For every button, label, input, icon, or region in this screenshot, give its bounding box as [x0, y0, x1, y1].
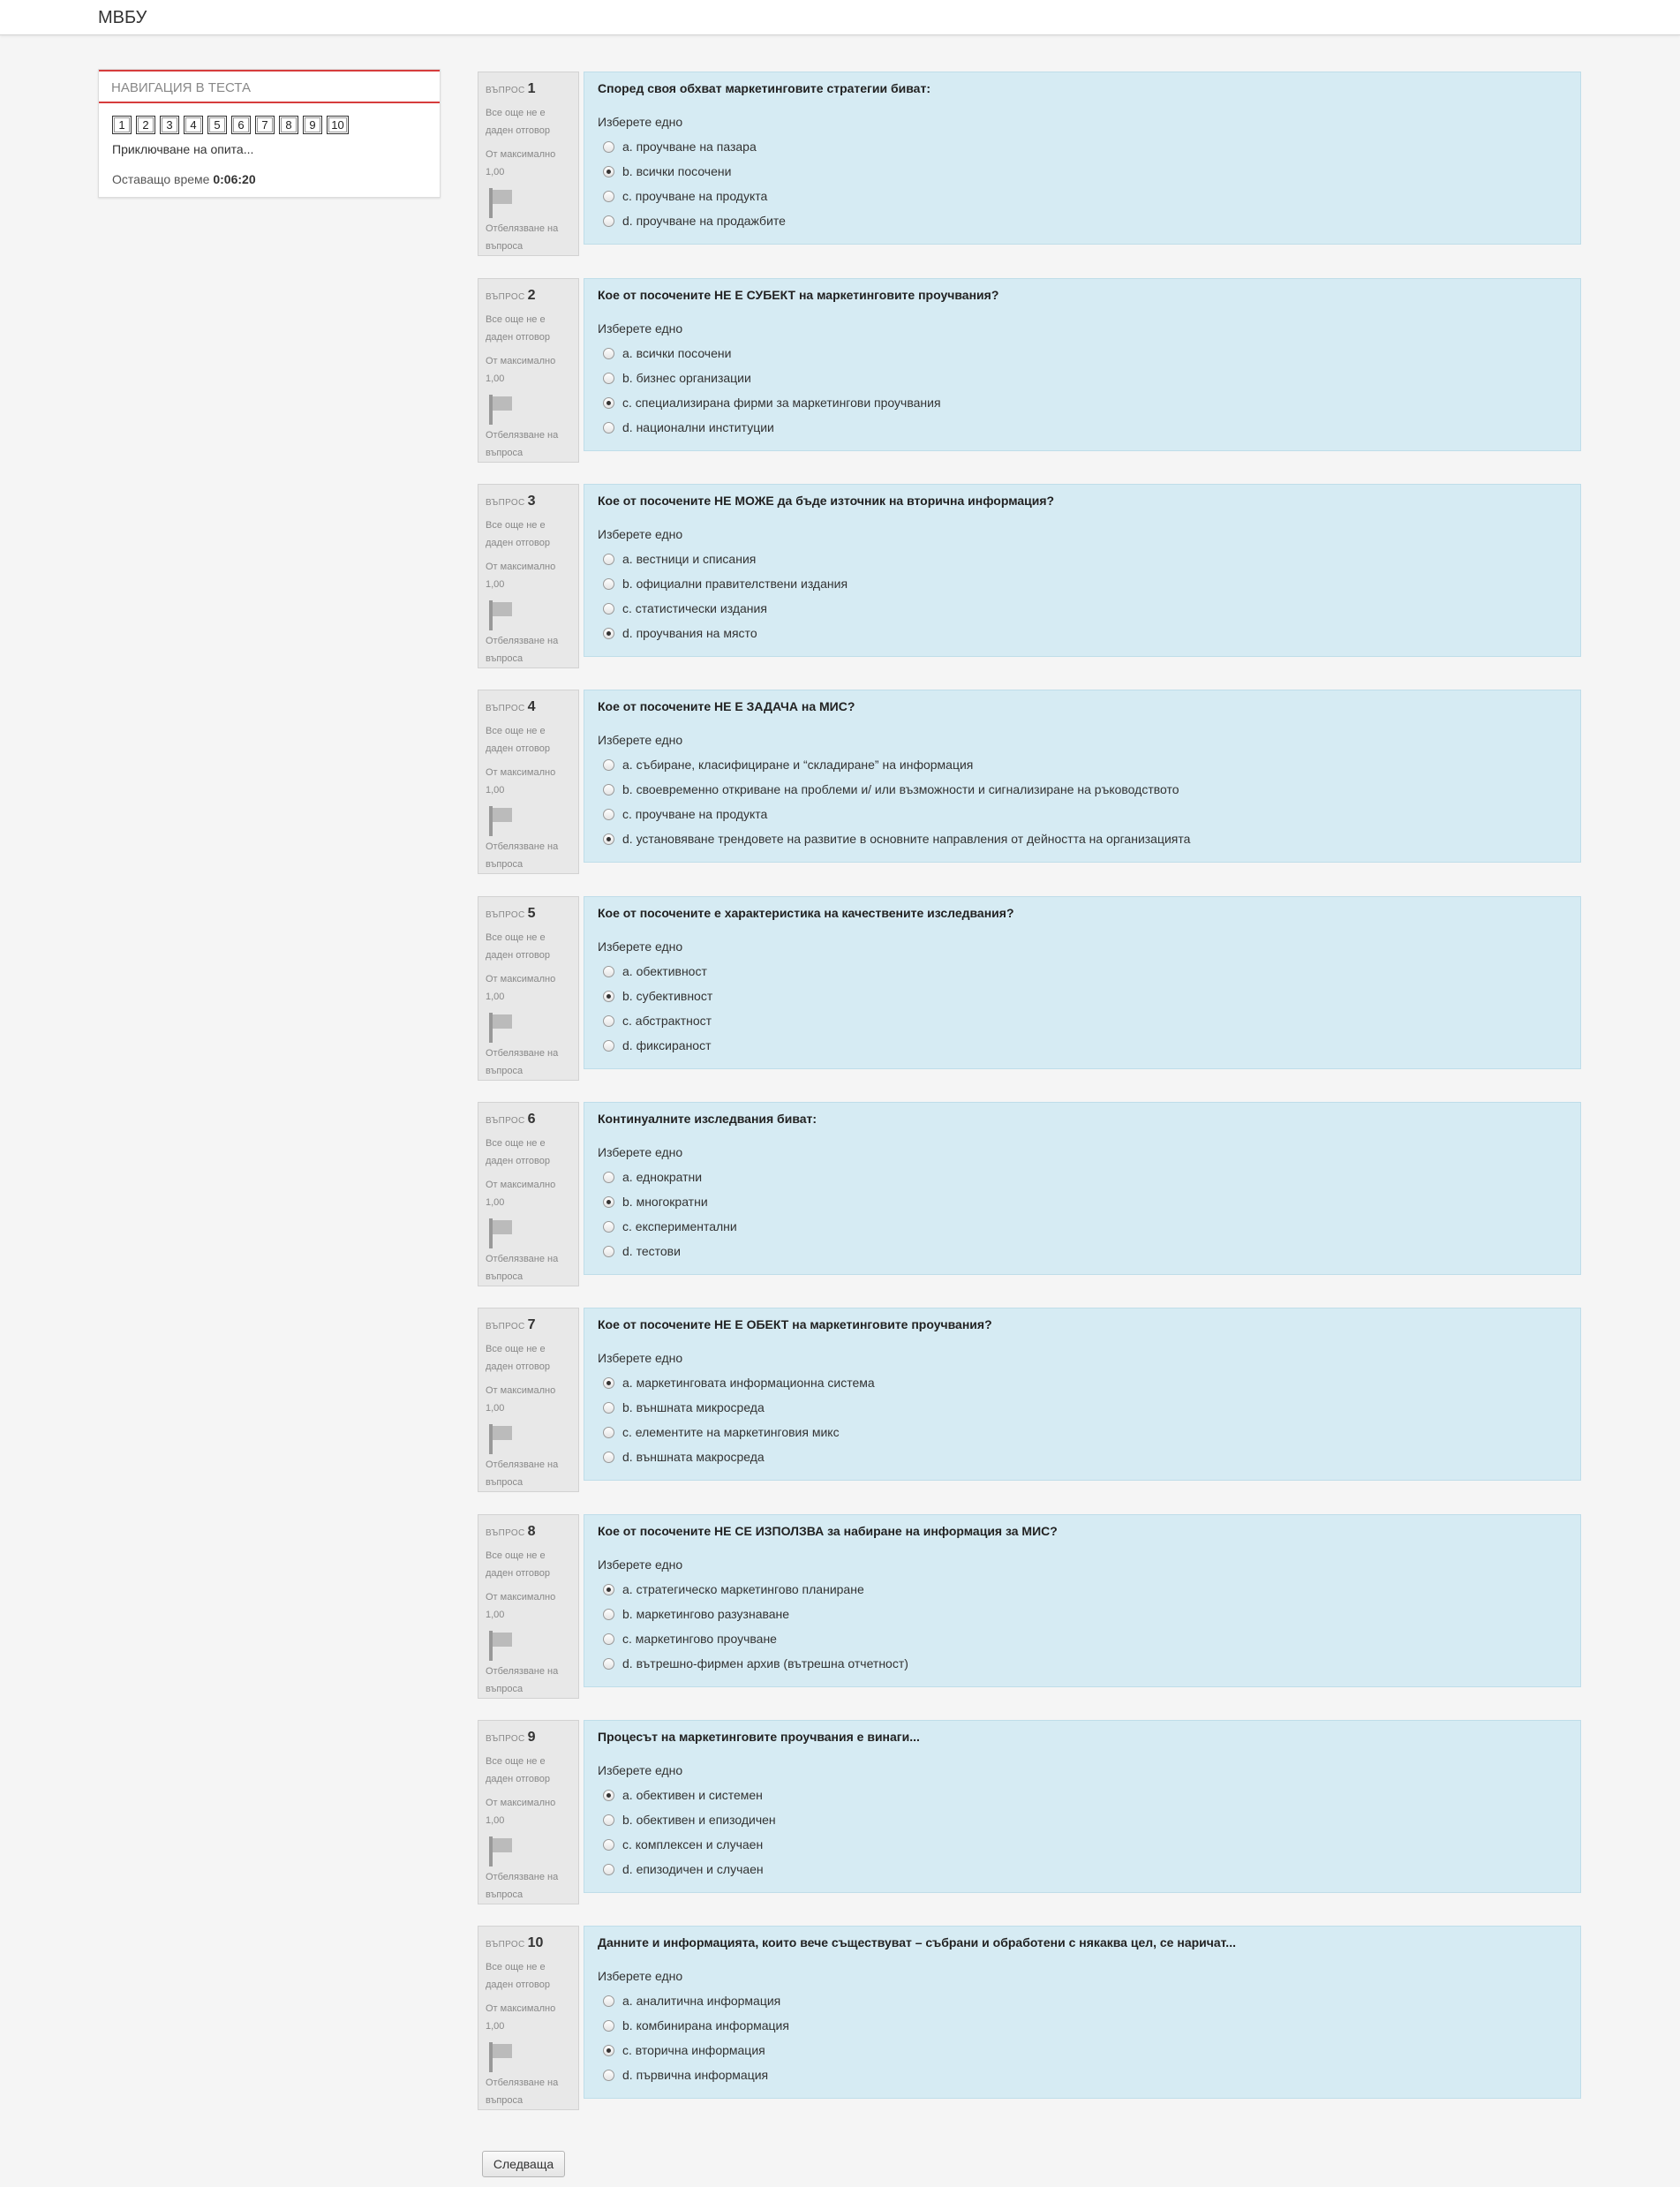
answer-option-label[interactable]: c. комплексен и случаен: [622, 1837, 764, 1851]
answer-option[interactable]: [598, 1214, 1567, 1239]
answer-option[interactable]: [598, 2013, 1567, 2038]
question-status: Все още не е даден отговор: [486, 520, 550, 548]
question-text: Кое от посочените НЕ Е СУБЕКТ на маркетинговите проучвания?: [598, 288, 999, 302]
finish-attempt-link[interactable]: Приключване на опита...: [112, 142, 254, 156]
question-max-grade: От максимално 1,00: [486, 767, 556, 796]
question-content: [584, 1720, 1581, 1893]
answer-option-label[interactable]: b. всички посочени: [622, 164, 732, 178]
time-left-label: Оставащо време: [112, 172, 210, 186]
site-brand[interactable]: МВБУ: [98, 8, 147, 27]
answer-option[interactable]: [598, 208, 1567, 233]
question-info: [478, 72, 579, 256]
answer-option[interactable]: [598, 959, 1567, 984]
answer-option-label[interactable]: a. стратегическо маркетингово планиране: [622, 1582, 864, 1596]
answer-option[interactable]: [598, 2063, 1567, 2087]
question-status: Все още не е даден отговор: [486, 1344, 550, 1372]
flag-question-label[interactable]: Отбелязване на въпроса: [486, 1872, 559, 1900]
time-left-value: 0:06:20: [213, 172, 256, 186]
radio-button[interactable]: [603, 2020, 614, 2032]
flag-icon[interactable]: [487, 395, 514, 425]
question-number-value: 6: [527, 1112, 536, 1127]
question-status: Все още не е даден отговор: [486, 932, 550, 961]
answer-prompt: Изберете едно: [598, 1351, 683, 1365]
question-number-value: 9: [527, 1730, 536, 1745]
question-max-grade: От максимално 1,00: [486, 2003, 556, 2032]
answer-prompt: Изберете едно: [598, 115, 683, 129]
question-max-grade: От максимално 1,00: [486, 1385, 556, 1414]
answer-option-label[interactable]: b. многократни: [622, 1195, 708, 1209]
nav-question-1[interactable]: 1: [112, 116, 132, 134]
question-info: [478, 1720, 579, 1904]
answer-option-label[interactable]: d. тестови: [622, 1244, 681, 1258]
question-content: [584, 1308, 1581, 1481]
answer-option-label[interactable]: b. бизнес организации: [622, 371, 751, 385]
question-number: [486, 1111, 571, 1130]
answer-option-label[interactable]: c. статистически издания: [622, 601, 767, 615]
top-navbar: [0, 0, 1680, 35]
question-number-value: 5: [527, 906, 536, 921]
answer-option-label[interactable]: a. обективност: [622, 964, 707, 978]
question-label: ВЪПРОС: [486, 1322, 525, 1331]
question-max-grade: От максимално 1,00: [486, 1592, 556, 1620]
question-info: [478, 484, 579, 668]
nav-question-7[interactable]: 7: [255, 116, 275, 134]
answer-prompt: Изберете едно: [598, 527, 683, 541]
answer-option[interactable]: [598, 1602, 1567, 1626]
question-number-value: 10: [527, 1935, 544, 1950]
answer-option[interactable]: [598, 1008, 1567, 1033]
answer-option[interactable]: [598, 1783, 1567, 1807]
question-text: Кое от посочените НЕ СЕ ИЗПОЛЗВА за набиране на информация за МИС?: [598, 1524, 1058, 1538]
question-content: [584, 1102, 1581, 1275]
answer-option-label[interactable]: a. обективен и системен: [622, 1788, 763, 1802]
radio-button[interactable]: [603, 628, 614, 639]
answer-option[interactable]: [598, 826, 1567, 851]
answer-option-label[interactable]: a. аналитична информация: [622, 1994, 781, 2008]
answer-option-label[interactable]: a. еднократни: [622, 1170, 703, 1184]
answer-option[interactable]: [598, 415, 1567, 440]
question-label: ВЪПРОС: [486, 1116, 525, 1126]
answer-option-label[interactable]: d. фиксираност: [622, 1038, 712, 1052]
question-info: [478, 1926, 579, 2110]
answer-option[interactable]: [598, 1651, 1567, 1676]
nav-question-10[interactable]: 10: [327, 116, 349, 134]
question-text: Според своя обхват маркетинговите стратегии биват:: [598, 81, 930, 95]
answer-option[interactable]: [598, 777, 1567, 802]
answer-option-label[interactable]: a. събиране, класифициране и “складиране” на информация: [622, 758, 974, 772]
nav-question-4[interactable]: 4: [184, 116, 203, 134]
answer-option[interactable]: [598, 390, 1567, 415]
answer-option-label[interactable]: d. епизодичен и случаен: [622, 1862, 764, 1876]
answer-option[interactable]: [598, 547, 1567, 571]
answer-option[interactable]: [598, 621, 1567, 645]
answer-option[interactable]: [598, 341, 1567, 366]
radio-button[interactable]: [603, 1864, 614, 1875]
question-number: [486, 80, 571, 100]
question-number-value: 1: [527, 81, 536, 96]
flag-question-label[interactable]: Отбелязване на въпроса: [486, 1048, 559, 1076]
radio-button[interactable]: [603, 1246, 614, 1257]
answer-option[interactable]: [598, 1577, 1567, 1602]
radio-button[interactable]: [603, 1402, 614, 1414]
question-text: Кое от посочените НЕ Е ЗАДАЧА на МИС?: [598, 699, 855, 713]
question-number-value: 8: [527, 1524, 536, 1539]
question-status: Все още не е даден отговор: [486, 314, 550, 343]
radio-button[interactable]: [603, 1633, 614, 1645]
radio-button[interactable]: [603, 1609, 614, 1620]
radio-button[interactable]: [603, 1196, 614, 1208]
answer-option-label[interactable]: b. маркетингово разузнаване: [622, 1607, 790, 1621]
flag-icon[interactable]: [487, 1836, 514, 1866]
radio-button[interactable]: [603, 1015, 614, 1027]
question-info: [478, 278, 579, 463]
radio-button[interactable]: [603, 397, 614, 409]
flag-question-label[interactable]: Отбелязване на въпроса: [486, 1666, 559, 1694]
radio-button[interactable]: [603, 784, 614, 796]
answer-option-label[interactable]: b. комбинирана информация: [622, 2018, 789, 2032]
answer-option-label[interactable]: d. национални институции: [622, 420, 774, 434]
question-text: Данните и информацията, които вече съществуват – събрани и обработени с някаква цел, се наричат...: [598, 1935, 1236, 1949]
answer-option[interactable]: [598, 752, 1567, 777]
question-text: Кое от посочените е характеристика на качествените изследвания?: [598, 906, 1014, 920]
question-label: ВЪПРОС: [486, 1528, 525, 1538]
nav-question-5[interactable]: 5: [207, 116, 227, 134]
nav-question-6[interactable]: 6: [231, 116, 251, 134]
answer-option[interactable]: [598, 802, 1567, 826]
radio-button[interactable]: [603, 1790, 614, 1801]
radio-button[interactable]: [603, 2070, 614, 2081]
answer-option[interactable]: [598, 1370, 1567, 1395]
answer-option[interactable]: [598, 366, 1567, 390]
answer-prompt: Изберете едно: [598, 733, 683, 747]
question-label: ВЪПРОС: [486, 292, 525, 302]
question-max-grade: От максимално 1,00: [486, 1798, 556, 1826]
answer-option-label[interactable]: d. първична информация: [622, 2068, 769, 2082]
answer-prompt: Изберете едно: [598, 1763, 683, 1777]
question-info: [478, 690, 579, 874]
question-content: [584, 72, 1581, 245]
answer-option[interactable]: [598, 1807, 1567, 1832]
answer-option-label[interactable]: d. проучване на продажбите: [622, 214, 786, 228]
answer-option-label[interactable]: c. проучване на продукта: [622, 807, 768, 821]
answer-option-label[interactable]: c. вторична информация: [622, 2043, 765, 2057]
question-number: [486, 1316, 571, 1336]
answer-option[interactable]: [598, 1420, 1567, 1444]
quiz-navigation-block: [98, 69, 441, 198]
radio-button[interactable]: [603, 1814, 614, 1826]
question-label: ВЪПРОС: [486, 1734, 525, 1744]
question-status: Все още не е даден отговор: [486, 1756, 550, 1784]
nav-question-3[interactable]: 3: [160, 116, 179, 134]
nav-question-2[interactable]: 2: [136, 116, 155, 134]
quiz-navigation-title: НАВИГАЦИЯ В ТЕСТА: [99, 70, 440, 103]
answer-option[interactable]: [598, 984, 1567, 1008]
answer-prompt: Изберете едно: [598, 939, 683, 954]
flag-icon[interactable]: [487, 806, 514, 836]
answer-option[interactable]: [598, 1033, 1567, 1058]
flag-question-label[interactable]: Отбелязване на въпроса: [486, 430, 559, 458]
answer-prompt: Изберете едно: [598, 1557, 683, 1572]
radio-button[interactable]: [603, 1172, 614, 1183]
answer-option-label[interactable]: c. проучване на продукта: [622, 189, 768, 203]
flag-icon[interactable]: [487, 188, 514, 218]
answer-option-label[interactable]: a. всички посочени: [622, 346, 732, 360]
question-status: Все още не е даден отговор: [486, 726, 550, 754]
answer-option-label[interactable]: a. маркетинговата информационна система: [622, 1376, 875, 1390]
question-max-grade: От максимално 1,00: [486, 149, 556, 177]
question-content: [584, 278, 1581, 451]
answer-option[interactable]: [598, 1189, 1567, 1214]
answer-option-label[interactable]: d. проучвания на място: [622, 626, 757, 640]
question-label: ВЪПРОС: [486, 704, 525, 713]
answer-option-label[interactable]: c. елементите на маркетинговия микс: [622, 1425, 840, 1439]
question-info: [478, 1308, 579, 1492]
answer-prompt: Изберете едно: [598, 1969, 683, 1983]
question-number: [486, 1523, 571, 1542]
flag-question-label[interactable]: Отбелязване на въпроса: [486, 2078, 559, 2106]
question-max-grade: От максимално 1,00: [486, 356, 556, 384]
nav-question-8[interactable]: 8: [279, 116, 298, 134]
flag-question-label[interactable]: Отбелязване на въпроса: [486, 1459, 559, 1488]
flag-question-label[interactable]: Отбелязване на въпроса: [486, 636, 559, 664]
radio-button[interactable]: [603, 1377, 614, 1389]
radio-button[interactable]: [603, 215, 614, 227]
answer-option-label[interactable]: b. официални правителствени издания: [622, 577, 848, 591]
answer-option-label[interactable]: c. специализирана фирми за маркетингови проучвания: [622, 396, 941, 410]
answer-option-label[interactable]: c. експериментални: [622, 1219, 737, 1233]
radio-button[interactable]: [603, 809, 614, 820]
answer-option-label[interactable]: a. вестници и списания: [622, 552, 757, 566]
question-content: [584, 1514, 1581, 1687]
radio-button[interactable]: [603, 603, 614, 615]
question-max-grade: От максимално 1,00: [486, 562, 556, 590]
question-info: [478, 1102, 579, 1286]
question-number: [486, 493, 571, 512]
answer-option-label[interactable]: d. външната макросреда: [622, 1450, 765, 1464]
answer-option-label[interactable]: b. своевременно откриване на проблеми и/ или възможности и сигнализиране на ръководството: [622, 782, 1179, 796]
flag-question-label[interactable]: Отбелязване на въпроса: [486, 1254, 559, 1282]
question-max-grade: От максимално 1,00: [486, 1180, 556, 1208]
answer-option[interactable]: [598, 1988, 1567, 2013]
answer-option[interactable]: [598, 1239, 1567, 1263]
flag-icon[interactable]: [487, 600, 514, 630]
radio-button[interactable]: [603, 141, 614, 153]
question-number-value: 2: [527, 288, 536, 303]
flag-icon[interactable]: [487, 2042, 514, 2072]
question-number: [486, 698, 571, 718]
radio-button[interactable]: [603, 1658, 614, 1670]
flag-icon[interactable]: [487, 1218, 514, 1248]
question-status: Все още не е даден отговор: [486, 1962, 550, 1990]
answer-prompt: Изберете едно: [598, 1145, 683, 1159]
radio-button[interactable]: [603, 166, 614, 177]
answer-option-label[interactable]: d. вътрешно-фирмен архив (вътрешна отчетност): [622, 1656, 908, 1670]
answer-option[interactable]: [598, 184, 1567, 208]
radio-button[interactable]: [603, 1839, 614, 1851]
question-label: ВЪПРОС: [486, 86, 525, 95]
radio-button[interactable]: [603, 348, 614, 359]
nav-question-9[interactable]: 9: [303, 116, 322, 134]
answer-option-label[interactable]: d. установяване трендовете на развитие в основните направления от дейността на организацията: [622, 832, 1191, 846]
radio-button[interactable]: [603, 833, 614, 845]
question-number: [486, 287, 571, 306]
question-text: Кое от посочените НЕ Е ОБЕКТ на маркетинговите проучвания?: [598, 1317, 992, 1331]
question-info: [478, 896, 579, 1081]
answer-option[interactable]: [598, 134, 1567, 159]
time-left: [112, 172, 256, 186]
answer-option-label[interactable]: c. абстрактност: [622, 1014, 712, 1028]
question-nav-buttons: [112, 116, 353, 134]
question-max-grade: От максимално 1,00: [486, 974, 556, 1002]
answer-option-label[interactable]: c. маркетингово проучване: [622, 1632, 777, 1646]
question-number: [486, 905, 571, 924]
answer-option[interactable]: [598, 596, 1567, 621]
radio-button[interactable]: [603, 578, 614, 590]
answer-option[interactable]: [598, 1395, 1567, 1420]
question-number-value: 3: [527, 494, 536, 509]
question-text: Континуалните изследвания биват:: [598, 1112, 817, 1126]
answer-option[interactable]: [598, 159, 1567, 184]
question-status: Все още не е даден отговор: [486, 108, 550, 136]
question-content: [584, 896, 1581, 1069]
radio-button[interactable]: [603, 554, 614, 565]
flag-icon[interactable]: [487, 1631, 514, 1661]
radio-button[interactable]: [603, 2045, 614, 2056]
radio-button[interactable]: [603, 991, 614, 1002]
flag-question-label[interactable]: Отбелязване на въпроса: [486, 223, 559, 252]
radio-button[interactable]: [603, 1427, 614, 1438]
question-number-value: 4: [527, 699, 536, 714]
flag-question-label[interactable]: Отбелязване на въпроса: [486, 841, 559, 870]
radio-button[interactable]: [603, 191, 614, 202]
question-number: [486, 1934, 571, 1954]
question-number: [486, 1729, 571, 1748]
flag-icon[interactable]: [487, 1013, 514, 1043]
answer-option[interactable]: [598, 1626, 1567, 1651]
question-number-value: 7: [527, 1317, 536, 1332]
radio-button[interactable]: [603, 1584, 614, 1595]
radio-button[interactable]: [603, 966, 614, 977]
question-info: [478, 1514, 579, 1699]
question-status: Все още не е даден отговор: [486, 1138, 550, 1166]
question-content: [584, 1926, 1581, 2099]
answer-option[interactable]: [598, 1832, 1567, 1857]
question-label: ВЪПРОС: [486, 1940, 525, 1949]
answer-option[interactable]: [598, 2038, 1567, 2063]
radio-button[interactable]: [603, 1452, 614, 1463]
question-content: [584, 484, 1581, 657]
answer-option-label[interactable]: b. външната микросреда: [622, 1400, 765, 1414]
answer-option[interactable]: [598, 1165, 1567, 1189]
answer-option-label[interactable]: a. проучване на пазара: [622, 140, 757, 154]
next-button[interactable]: Следваща: [482, 2151, 565, 2177]
answer-option[interactable]: [598, 1857, 1567, 1882]
question-text: Процесът на маркетинговите проучвания е винаги...: [598, 1730, 920, 1744]
flag-icon[interactable]: [487, 1424, 514, 1454]
question-text: Кое от посочените НЕ МОЖЕ да бъде източник на вторична информация?: [598, 494, 1055, 508]
answer-option-label[interactable]: b. обективен и епизодичен: [622, 1813, 776, 1827]
question-label: ВЪПРОС: [486, 910, 525, 920]
answer-option[interactable]: [598, 571, 1567, 596]
radio-button[interactable]: [603, 759, 614, 771]
radio-button[interactable]: [603, 1995, 614, 2007]
radio-button[interactable]: [603, 422, 614, 434]
question-label: ВЪПРОС: [486, 498, 525, 508]
question-status: Все още не е даден отговор: [486, 1550, 550, 1579]
radio-button[interactable]: [603, 1221, 614, 1233]
question-content: [584, 690, 1581, 863]
answer-prompt: Изберете едно: [598, 321, 683, 336]
radio-button[interactable]: [603, 1040, 614, 1052]
answer-option-label[interactable]: b. субективност: [622, 989, 713, 1003]
answer-option[interactable]: [598, 1444, 1567, 1469]
radio-button[interactable]: [603, 373, 614, 384]
